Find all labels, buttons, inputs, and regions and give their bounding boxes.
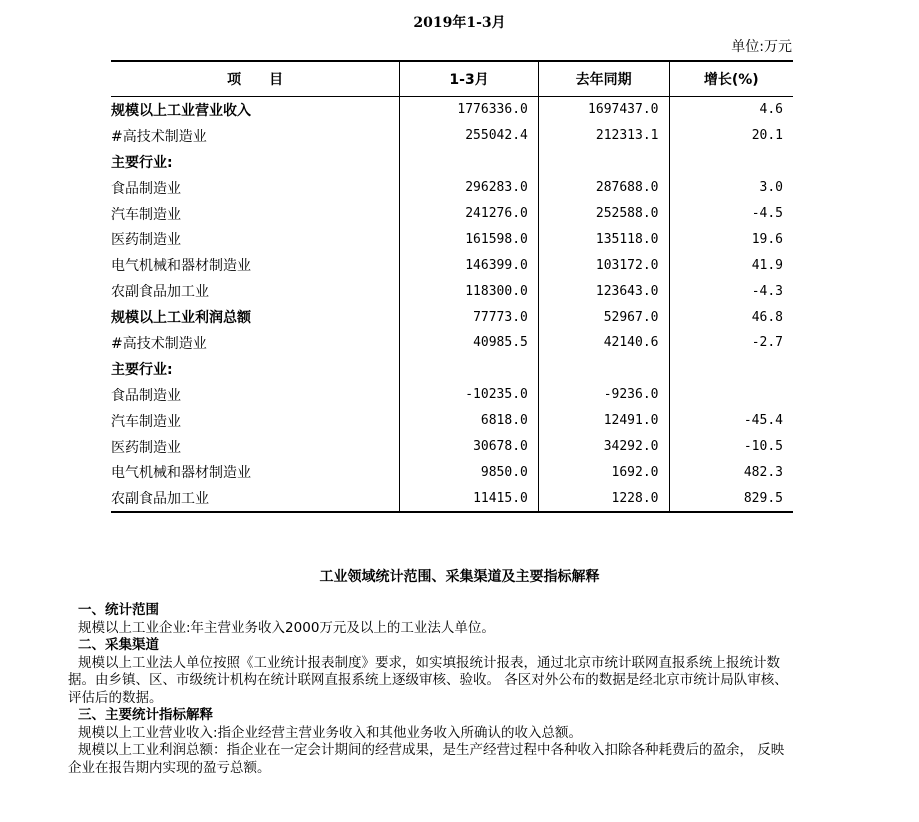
row-item-name: 农副食品加工业 (111, 485, 400, 512)
row-growth-value (669, 149, 793, 175)
table-row (111, 252, 793, 278)
row-previous-value (538, 356, 669, 382)
row-current-value: 40985.5 (400, 330, 539, 356)
header-current-period: 1-3月 (400, 61, 539, 97)
table-row (111, 382, 793, 408)
table-row (111, 434, 793, 460)
table-row (111, 175, 793, 201)
row-current-value: 255042.4 (400, 123, 539, 149)
row-previous-value: -9236.0 (538, 382, 669, 408)
section3-text-line3: 企业在报告期内实现的盈亏总额。 (68, 759, 271, 776)
row-previous-value: 42140.6 (538, 330, 669, 356)
row-previous-value: 12491.0 (538, 408, 669, 434)
section2-text-line1: 规模以上工业法人单位按照《工业统计报表制度》要求，如实填报统计报表，通过北京市统计联网直报系统上报统计数 (78, 654, 780, 671)
row-current-value: 146399.0 (400, 252, 539, 278)
table-row (111, 201, 793, 227)
table-body (111, 97, 793, 513)
row-item-name: 医药制造业 (111, 232, 181, 249)
row-growth-value: 4.6 (669, 97, 793, 123)
header-previous-period: 去年同期 (538, 61, 669, 97)
section2-text-line2: 据。由乡镇、区、市级统计机构在统计联网直报系统上逐级审核、验收。 各区对外公布的数据是经北京市统计局队审核、 (68, 672, 788, 688)
notes-title: 工业领域统计范围、采集渠道及主要指标解释 (319, 569, 600, 585)
table-row (111, 97, 793, 123)
table-row (111, 278, 793, 304)
table-row (111, 408, 793, 434)
row-previous-value: 123643.0 (538, 278, 669, 304)
row-item-name: 食品制造业 (111, 387, 181, 404)
section2-text-line3: 评估后的数据。 (68, 689, 163, 706)
row-growth-value: 482.3 (669, 459, 793, 485)
industry-statistics-table (111, 60, 793, 513)
row-growth-value: -4.3 (669, 278, 793, 304)
row-growth-value: 41.9 (669, 252, 793, 278)
header-item: 项 目 (111, 61, 400, 97)
row-growth-value: -4.5 (669, 201, 793, 227)
row-current-value (400, 149, 539, 175)
row-previous-value: 135118.0 (538, 226, 669, 252)
row-previous-value: 52967.0 (538, 304, 669, 330)
row-item-name: 电气机械和器材制造业 (111, 258, 251, 275)
section3-text-line2: 规模以上工业利润总额：指企业在一定会计期间的经营成果，是生产经营过程中各种收入扣除各种耗费后的盈余， 反映 (78, 742, 785, 758)
row-item-name: 农副食品加工业 (111, 284, 209, 301)
row-item-name: 电气机械和器材制造业 (111, 465, 251, 482)
section2-heading: 二、采集渠道 (78, 637, 159, 653)
row-current-value: -10235.0 (400, 382, 539, 408)
row-growth-value: -2.7 (669, 330, 793, 356)
row-current-value: 77773.0 (400, 304, 539, 330)
row-item-name: #高技术制造业 (111, 128, 207, 145)
row-previous-value: 34292.0 (538, 434, 669, 460)
section3-heading: 三、主要统计指标解释 (78, 707, 213, 723)
row-growth-value (669, 356, 793, 382)
row-current-value: 11415.0 (400, 485, 539, 512)
row-current-value (400, 356, 539, 382)
row-previous-value: 1228.0 (538, 485, 669, 512)
section1-heading: 一、统计范围 (78, 602, 159, 618)
row-growth-value: -10.5 (669, 434, 793, 460)
row-current-value: 6818.0 (400, 408, 539, 434)
row-current-value: 1776336.0 (400, 97, 539, 123)
row-current-value: 118300.0 (400, 278, 539, 304)
row-item-name: 规模以上工业营业收入 (111, 102, 251, 119)
row-current-value: 30678.0 (400, 434, 539, 460)
header-growth: 增长(%) (669, 61, 793, 97)
row-growth-value (669, 382, 793, 408)
row-previous-value: 252588.0 (538, 201, 669, 227)
table-row (111, 123, 793, 149)
notes-section (68, 602, 868, 777)
row-item-name: 规模以上工业利润总额 (111, 310, 251, 327)
unit-label: 单位:万元 (731, 39, 792, 55)
row-previous-value: 103172.0 (538, 252, 669, 278)
row-previous-value: 212313.1 (538, 123, 669, 149)
row-growth-value: 20.1 (669, 123, 793, 149)
table-row (111, 330, 793, 356)
table-row (111, 226, 793, 252)
row-item-name: 主要行业: (111, 361, 173, 378)
section1-text: 规模以上工业企业:年主营业务收入2000万元及以上的工业法人单位。 (78, 619, 495, 636)
row-item-name: 医药制造业 (111, 439, 181, 456)
row-previous-value: 287688.0 (538, 175, 669, 201)
row-current-value: 241276.0 (400, 201, 539, 227)
row-previous-value (538, 149, 669, 175)
table-row (111, 304, 793, 330)
row-current-value: 296283.0 (400, 175, 539, 201)
table-row (111, 149, 793, 175)
table-row (111, 356, 793, 382)
section3-text-line1: 规模以上工业营业收入:指企业经营主营业务收入和其他业务收入所确认的收入总额。 (78, 724, 583, 741)
row-growth-value: 19.6 (669, 226, 793, 252)
row-growth-value: 3.0 (669, 175, 793, 201)
row-growth-value: -45.4 (669, 408, 793, 434)
table-header-row (111, 61, 793, 97)
row-current-value: 161598.0 (400, 226, 539, 252)
row-previous-value: 1697437.0 (538, 97, 669, 123)
row-previous-value: 1692.0 (538, 459, 669, 485)
row-item-name: #高技术制造业 (111, 335, 207, 352)
row-item-name: 汽车制造业 (111, 413, 181, 430)
row-current-value: 9850.0 (400, 459, 539, 485)
row-item-name: 汽车制造业 (111, 206, 181, 223)
row-item-name: 食品制造业 (111, 180, 181, 197)
row-item-name: 主要行业: (111, 154, 173, 171)
table-row (111, 485, 793, 512)
row-growth-value: 46.8 (669, 304, 793, 330)
row-growth-value: 829.5 (669, 485, 793, 512)
table-row (111, 459, 793, 485)
report-period-title: 2019年1-3月 (413, 15, 506, 31)
